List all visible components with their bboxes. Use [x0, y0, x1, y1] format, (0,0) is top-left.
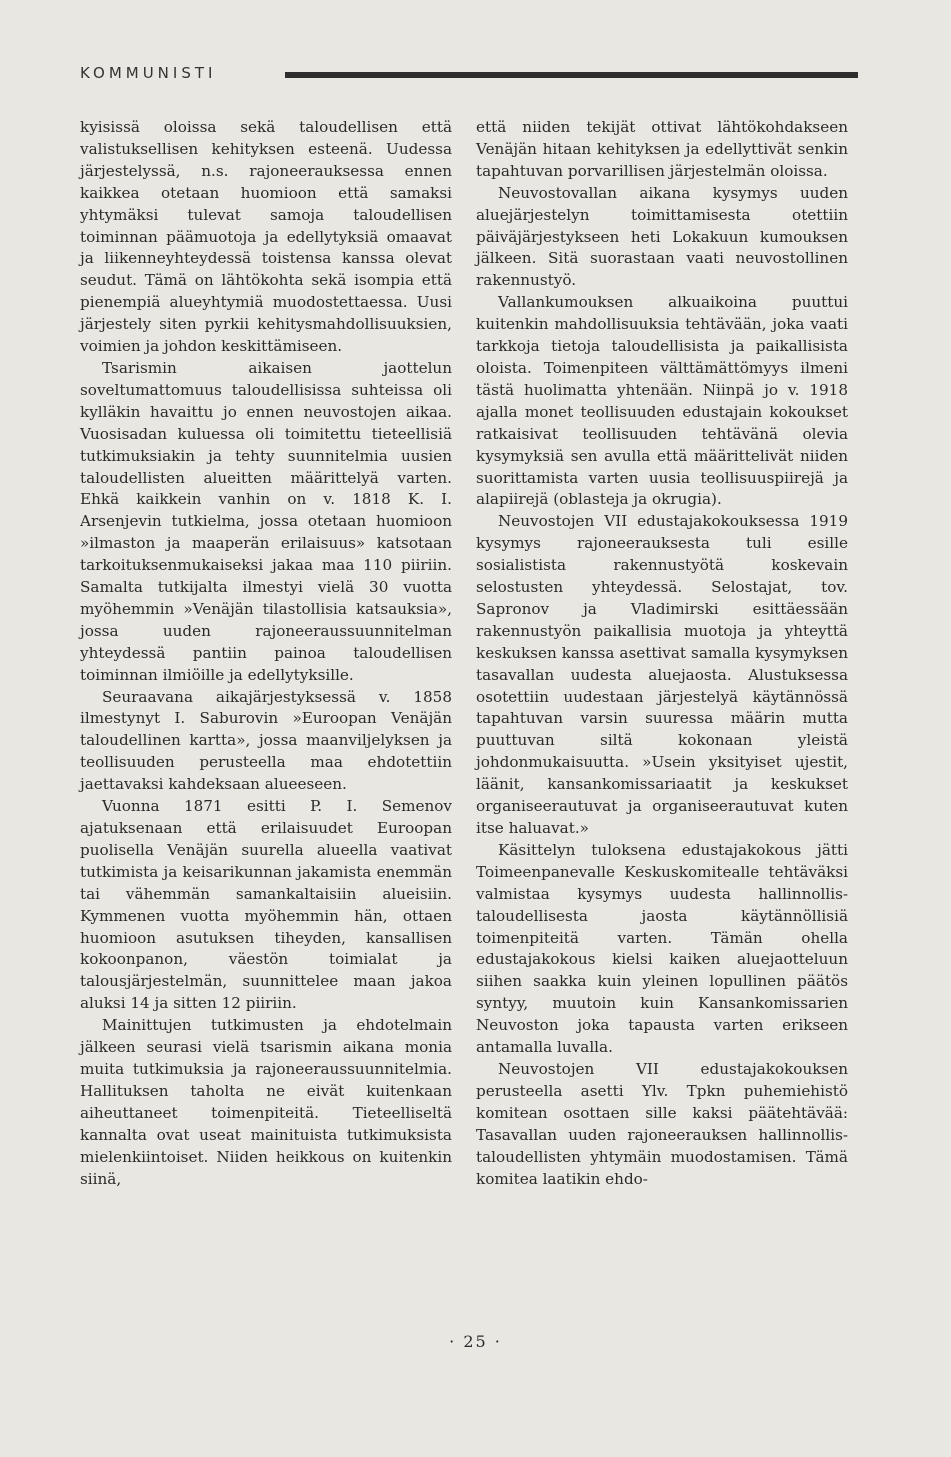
right-column	[476, 117, 848, 1190]
header-rule	[285, 72, 858, 78]
paragraph: Vallankumouksen alkuaikoina puuttui kuitenkin mahdollisuuksia tehtävään, joka vaati tarkkoja tietoja taloudellisista ja paikallisista oloista. Toimenpiteen välttämättömyys ilmeni tästä huolimatta yhtenään. Niinpä jo v. 1918 ajalla monet teollisuuden edustajain kokoukset ratkaisivat teollisuuden tehtävänä olevia kysymyksiä sen avulla että määrittelivät niiden suorittamista varten uusia teollisuuspiirejä ja alapiirejä (oblasteja ja okrugia).	[476, 293, 848, 509]
paragraph: että niiden tekijät ottivat lähtökohdakseen Venäjän hitaan kehityksen ja edellyttivät senkin tapahtuvan porvarillisen järjestelmän oloissa.	[476, 118, 848, 180]
paragraph: Neuvostojen VII edustajakokouksessa 1919 kysymys rajoneerauksesta tuli esille sosialistista rakennustyötä koskevain selostusten yhteydessä. Selostajat, tov. Sapronov ja Vladimirski esittäessään rakennustyön paikallisia muotoja ja yhteyttä keskuksen kanssa asettivat samalla kysymyksen tasavallan uudesta aluejaosta. Alustuksessa osotettiin uudestaan järjestelyä käytännössä tapahtuvan varsin suuressa määrin mutta puuttuvan siltä kokonaan yleistä johdonmukaisuutta. »Usein yksityiset ujestit, läänit, kansankomissariaatit ja keskukset organiseerautuvat ja organiseerautuvat kuten itse haluavat.»	[476, 512, 848, 837]
paragraph: Mainittujen tutkimusten ja ehdotelmain jälkeen seurasi vielä tsarismin aikana monia muita tutkimuksia ja rajoneeraussuunnitelmia. Hallituksen taholta ne eivät kuitenkaan aiheuttaneet toimenpiteitä. Tieteelliseltä kannalta ovat useat mainituista tutkimuksista mielenkiintoiset. Niiden heikkous on kuitenkin siinä,	[80, 1016, 452, 1188]
journal-title: KOMMUNISTI	[80, 64, 217, 82]
left-column	[80, 117, 452, 1190]
page-number: · 25 ·	[449, 1332, 502, 1351]
page-header	[80, 62, 880, 92]
paragraph: kyisissä oloissa sekä taloudellisen että valistuksellisen kehityksen esteenä. Uudessa järjestelyssä, n.s. rajoneerauksessa ennen kaikkea otetaan huomioon että samaksi yhtymäksi tulevat samoja taloudellisen toiminnan päämuotoja ja edellytyksiä omaavat ja liikenneyhteydessä toistensa kanssa olevat seudut. Tämä on lähtökohta sekä isompia että pienempiä alueyhtymiä muodostettaessa. Uusi järjestely siten pyrkii kehitysmahdollisuuksien, voimien ja johdon keskittämiseen.	[80, 118, 452, 356]
paragraph: Seuraavana aikajärjestyksessä v. 1858 ilmestynyt I. Saburovin »Euroopan Venäjän taloudellinen kartta», jossa maanviljelyksen ja teollisuuden perusteella maa ehdotettiin jaettavaksi kahdeksaan alueeseen.	[80, 687, 452, 794]
paragraph: Neuvostojen VII edustajakokouksen perusteella asetti Ylv. Tpkn puhemiehistö komitean osottaen sille kaksi päätehtävää: Tasavallan uuden rajoneerauksen hallinnollis-taloudellisten yhtymäin muodostamisen. Tämä komitea laatikin ehdo-	[476, 1059, 848, 1188]
paragraph: Vuonna 1871 esitti P. I. Semenov ajatuksenaan että erilaisuudet Euroopan puolisella Venäjän suurella alueella vaativat tutkimista ja keisarikunnan jakamista enemmän tai vähemmän samankaltaisiin alueisiin. Kymmenen vuotta myöhemmin hän, ottaen huomioon asutuksen tiheyden, kansallisen kokoonpanon, väestön toimialat ja talousjärjestelmän, suunnittelee maan jakoa aluksi 14 ja sitten 12 piiriin.	[80, 797, 452, 1013]
paragraph: Tsarismin aikaisen jaottelun soveltumattomuus taloudellisissa suhteissa oli kylläkin havaittu jo ennen neuvostojen aikaa. Vuosisadan kuluessa oli toimitettu tieteellisiä tutkimuksiakin ja tehty suunnitelmia uusien taloudellisten alueitten määrittelyä varten. Ehkä kaikkein vanhin on v. 1818 K. I. Arsenjevin tutkielma, jossa otetaan huomioon »ilmaston ja maaperän erilaisuus» katsotaan tarkoituksenmukaiseksi jakaa maa 110 piiriin. Samalta tutkijalta ilmestyi vielä 30 vuotta myöhemmin »Venäjän tilastollisia katsauksia», jossa uuden rajoneeraussuunnitelman yhteydessä pantiin painoa taloudellisen toiminnan ilmiöille ja edellytyksille.	[80, 358, 452, 684]
paragraph: Käsittelyn tuloksena edustajakokous jätti Toimeenpanevalle Keskuskomitealle tehtäväksi valmistaa kysymys uudesta hallinnollis-taloudellisesta jaosta käytännöllisiä toimenpiteitä varten. Tämän ohella edustajakokous kielsi kaiken aluejaotteluun siihen saakka kuin yleinen lopullinen päätös syntyy, muutoin kuin Kansankomissarien Neuvoston joka tapausta varten erikseen antamalla luvalla.	[476, 840, 848, 1057]
paragraph: Neuvostovallan aikana kysymys uuden aluejärjestelyn toimittamisesta otettiin päiväjärjestykseen heti Lokakuun kumouksen jälkeen. Sitä suorastaan vaati neuvostollinen rakennustyö.	[476, 183, 848, 290]
